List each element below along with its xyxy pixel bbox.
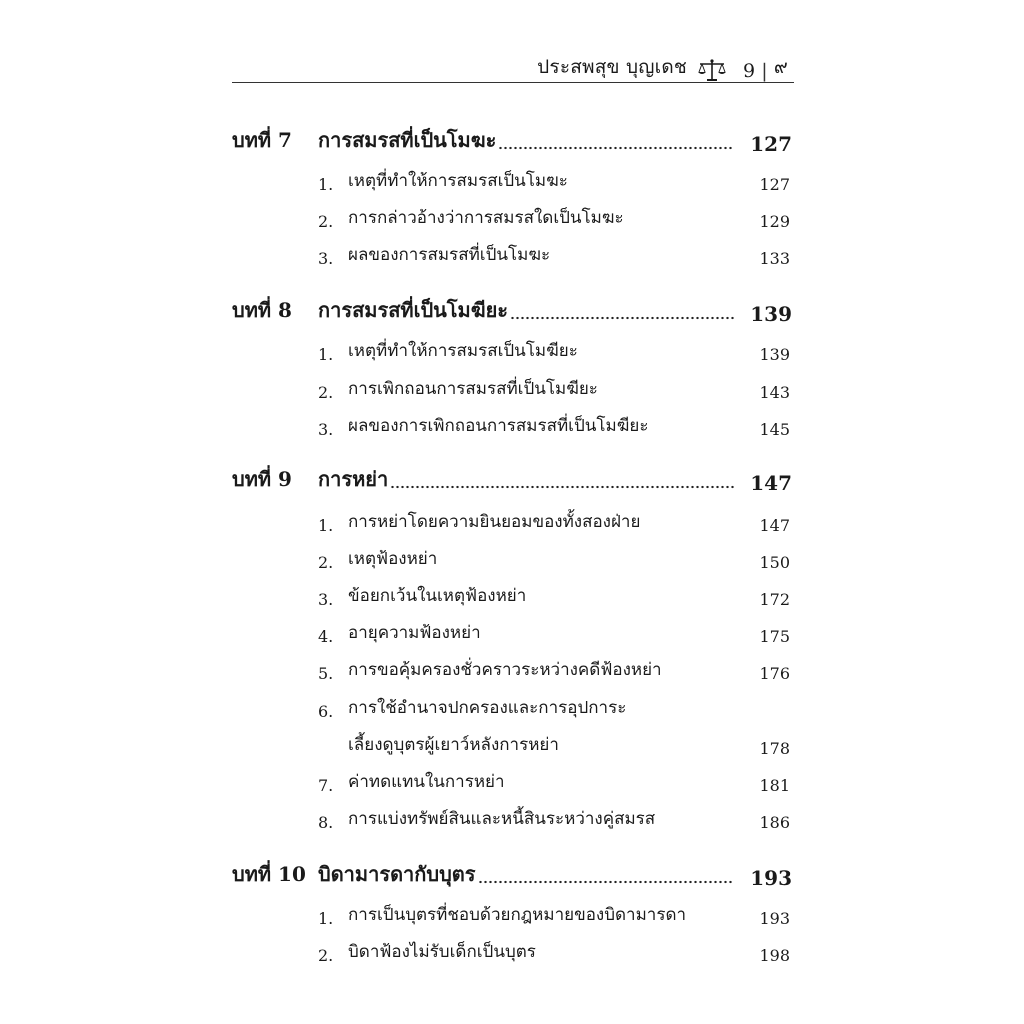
- item-number: 1.: [318, 909, 334, 928]
- item-title: อายุความฟ้องหย่า: [348, 623, 481, 643]
- dot-leader: [498, 145, 734, 151]
- item-page: 139: [759, 345, 790, 364]
- item-title: การกล่าวอ้างว่าการสมรสใดเป็นโมฆะ: [348, 208, 624, 228]
- item-page: 193: [759, 909, 790, 928]
- chapter-title: การหย่า: [318, 467, 389, 491]
- toc-item: [232, 409, 792, 439]
- toc-item: [232, 238, 792, 268]
- toc-item-continuation: [232, 728, 792, 758]
- scales-of-justice-icon: [697, 58, 727, 82]
- running-header: [232, 52, 794, 82]
- dot-leader: [510, 315, 734, 321]
- item-number: 3.: [318, 420, 334, 439]
- item-number: 2.: [318, 553, 334, 572]
- item-page: 147: [759, 516, 790, 535]
- chapter-page: 139: [750, 302, 792, 326]
- dot-leader: [478, 879, 734, 885]
- item-page: 181: [759, 776, 790, 795]
- page-number-thai: ๙: [773, 56, 788, 78]
- header-rule: [232, 82, 794, 83]
- toc-item: [232, 164, 792, 194]
- item-title: การใช้อำนาจปกครองและการอุปการะ: [348, 698, 627, 718]
- item-page: 176: [759, 664, 790, 683]
- chapter-title: การสมรสที่เป็นโมฆะ: [318, 128, 497, 152]
- item-number: 1.: [318, 175, 334, 194]
- item-page: 129: [759, 212, 790, 231]
- item-page: 198: [759, 946, 790, 965]
- item-page: 175: [759, 627, 790, 646]
- item-page: 150: [759, 553, 790, 572]
- item-title: ค่าทดแทนในการหย่า: [348, 772, 505, 792]
- item-number: 3.: [318, 590, 334, 609]
- item-title: การเพิกถอนการสมรสที่เป็นโมฆียะ: [348, 379, 598, 399]
- item-number: 2.: [318, 946, 334, 965]
- dot-leader: [390, 484, 734, 490]
- item-page: 145: [759, 420, 790, 439]
- item-title: ผลของการเพิกถอนการสมรสที่เป็นโมฆียะ: [348, 416, 649, 436]
- item-title: ข้อยกเว้นในเหตุฟ้องหย่า: [348, 586, 527, 606]
- item-number: 2.: [318, 212, 334, 231]
- item-page: 127: [759, 175, 790, 194]
- toc-item: [232, 542, 792, 572]
- item-page: 133: [759, 249, 790, 268]
- item-number: 1.: [318, 345, 334, 364]
- item-title: เหตุที่ทำให้การสมรสเป็นโมฆียะ: [348, 341, 578, 361]
- chapter-label: บทที่ 9: [232, 467, 292, 491]
- item-number: 2.: [318, 383, 334, 402]
- item-page: 186: [759, 813, 790, 832]
- chapter-page: 127: [750, 132, 792, 156]
- item-number: 1.: [318, 516, 334, 535]
- item-number: 6.: [318, 702, 334, 721]
- toc-item: [232, 334, 792, 364]
- chapter-label: บทที่ 10: [232, 862, 306, 886]
- chapter-title: การสมรสที่เป็นโมฆียะ: [318, 298, 509, 322]
- toc-item: [232, 935, 792, 965]
- toc-item: [232, 653, 792, 683]
- item-number: 7.: [318, 776, 334, 795]
- header-separator: |: [761, 60, 768, 82]
- toc-item: [232, 372, 792, 402]
- toc-item: [232, 505, 792, 535]
- item-page: 178: [759, 739, 790, 758]
- item-title: บิดาฟ้องไม่รับเด็กเป็นบุตร: [348, 942, 536, 962]
- item-number: 4.: [318, 627, 334, 646]
- item-page: 172: [759, 590, 790, 609]
- item-title: การแบ่งทรัพย์สินและหนี้สินระหว่างคู่สมรส: [348, 809, 656, 829]
- item-number: 5.: [318, 664, 334, 683]
- toc-item: [232, 201, 792, 231]
- chapter-page: 147: [750, 471, 792, 495]
- toc-chapter-10: [232, 860, 792, 890]
- toc-item: [232, 898, 792, 928]
- author-name: ประสพสุข บุญเดช: [537, 56, 687, 78]
- chapter-title: บิดามารดากับบุตร: [318, 862, 476, 886]
- chapter-label: บทที่ 8: [232, 298, 292, 322]
- item-title: การขอคุ้มครองชั่วคราวระหว่างคดีฟ้องหย่า: [348, 660, 662, 680]
- item-title: ผลของการสมรสที่เป็นโมฆะ: [348, 245, 551, 265]
- item-page: 143: [759, 383, 790, 402]
- toc-item: [232, 765, 792, 795]
- toc-chapter-9: [232, 465, 792, 495]
- toc-item: [232, 616, 792, 646]
- item-title: เหตุฟ้องหย่า: [348, 549, 438, 569]
- toc-chapter-7: [232, 126, 792, 156]
- chapter-page: 193: [750, 866, 792, 890]
- chapter-label: บทที่ 7: [232, 128, 292, 152]
- toc-item: [232, 691, 792, 721]
- item-title: เหตุที่ทำให้การสมรสเป็นโมฆะ: [348, 171, 568, 191]
- page-number-arabic: 9: [742, 60, 756, 82]
- item-title: การหย่าโดยความยินยอมของทั้งสองฝ่าย: [348, 512, 641, 532]
- item-number: 3.: [318, 249, 334, 268]
- toc-chapter-8: [232, 296, 792, 326]
- item-number: 8.: [318, 813, 334, 832]
- item-title: การเป็นบุตรที่ชอบด้วยกฎหมายของบิดามารดา: [348, 905, 687, 925]
- item-title-continuation: เลี้ยงดูบุตรผู้เยาว์หลังการหย่า: [348, 735, 559, 755]
- toc-item: [232, 579, 792, 609]
- toc-item: [232, 802, 792, 832]
